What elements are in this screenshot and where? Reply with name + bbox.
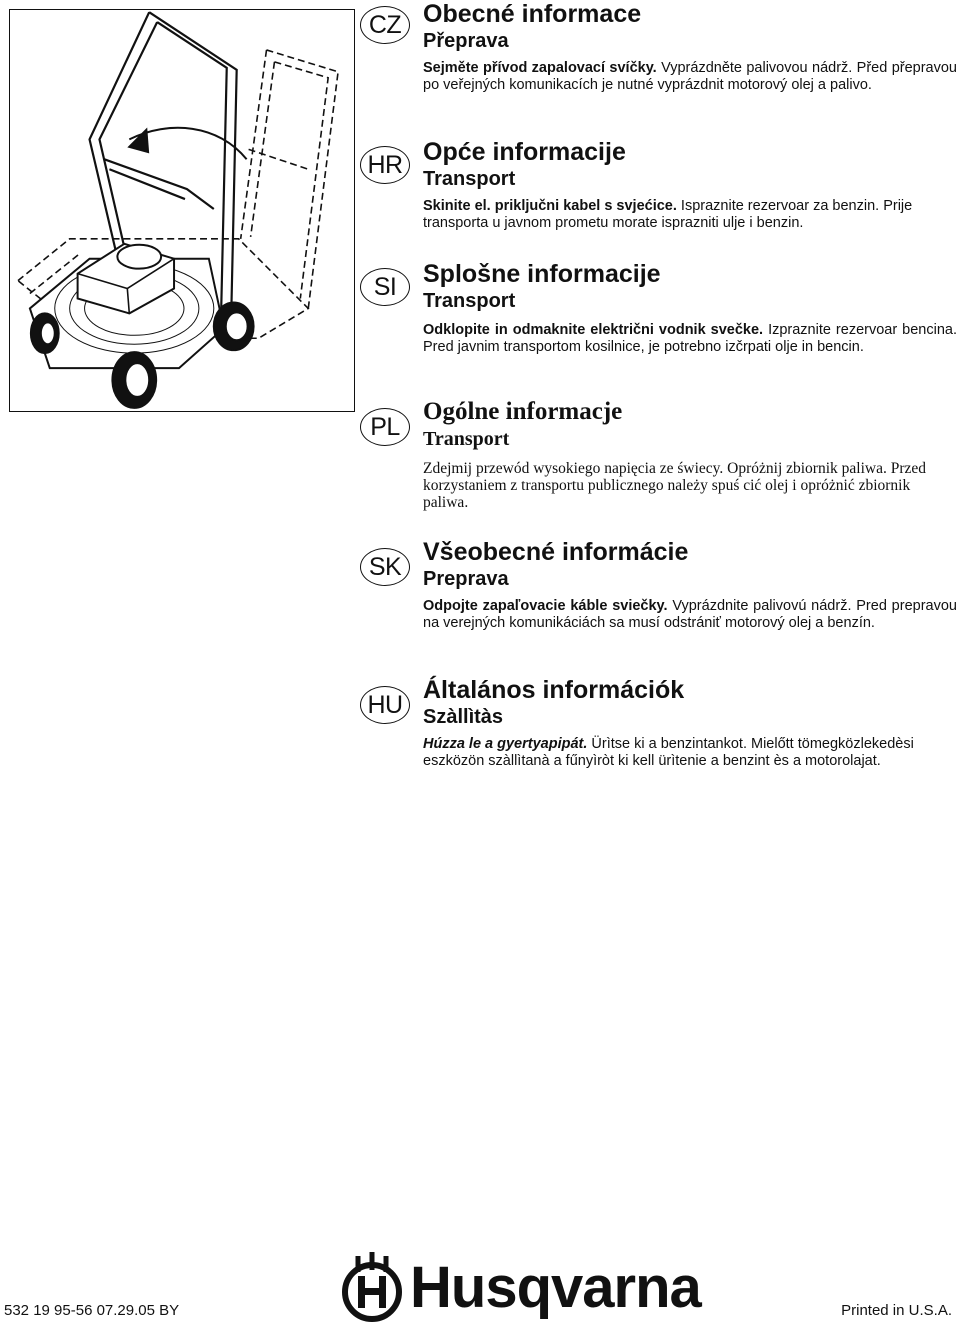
section-subtitle: Přeprava [423, 30, 509, 52]
section-title: Obecné informace [423, 0, 642, 28]
bold-instruction: Odpojte zapaľovacie káble sviečky. [423, 598, 668, 614]
section-subtitle: Transport [423, 168, 516, 190]
section-subtitle: Transport [423, 428, 510, 450]
section-text [423, 198, 957, 232]
bold-instruction: Húzza le a gyertyapipát. [423, 736, 588, 752]
language-badge: CZ [360, 6, 410, 44]
section-text [423, 736, 957, 770]
printed-in: Printed in U.S.A. [841, 1302, 952, 1319]
instruction-text: Ispraznite rezervoar za benzin. Prije transporta u javnom prometu morate isprazniti ulje i benzin. [423, 198, 913, 231]
section-subtitle: Transport [423, 290, 516, 312]
bold-instruction: Sejměte přívod zapalovací svíčky. [423, 60, 657, 76]
instruction-text: Vyprázdnite palivovú nádrž. Pred prepravou na verejných komunikáciách sa musí odstrániť motorový olej a benzín. [423, 598, 957, 631]
brand-name: Husqvarna [410, 1255, 701, 1320]
mower-illustration [9, 9, 355, 412]
language-badge: SI [360, 268, 410, 306]
section-title: Opće informacije [423, 138, 626, 166]
language-badge: HR [360, 146, 410, 184]
section-subtitle: Preprava [423, 568, 509, 590]
section-text [423, 598, 957, 632]
instruction-text: Zdejmij przewód wysokiego napięcia ze świecy. Opróżnij zbiornik paliwa. Przed korzystaniem z transportu publicznego należy spuś cić olej i opróżnić zbiornik paliwa. [423, 460, 927, 511]
instruction-text: Izpraznite rezervoar bencina. Pred javnim transportom kosilnice, je potrebno izčrpati olje in bencin. [423, 322, 957, 355]
language-badge: PL [360, 408, 410, 446]
section-title: Všeobecné informácie [423, 538, 689, 566]
instruction-text: Ürìtse ki a benzintankot. Mielőtt tömegközlekedèsi eszközön szàllìtanà a fűnyìròt ki kell ürìtenie a benzint ès a motorolajat. [423, 736, 914, 769]
lawn-mower-icon [10, 10, 354, 411]
section-subtitle: Szàllìtàs [423, 706, 504, 728]
bold-instruction: Odklopite in odmaknite električni vodnik svečke. [423, 322, 764, 338]
bold-instruction: Skinite el. priključni kabel s svjećice. [423, 198, 677, 214]
part-number: 532 19 95-56 07.29.05 BY [4, 1302, 180, 1319]
language-badge: SK [360, 548, 410, 586]
section-text [423, 460, 957, 511]
language-badge: HU [360, 686, 410, 724]
brand-logo [338, 1252, 701, 1324]
section-title: Ogólne informacje [423, 398, 623, 425]
section-title: Általános információk [423, 676, 685, 704]
section-text [423, 60, 957, 94]
instruction-text: Vyprázdněte palivovou nádrž. Před přepravou po veřejných komunikacích je nutné vyprázdnit motorový olej a palivo. [423, 60, 957, 93]
section-title: Splošne informacije [423, 260, 661, 288]
husqvarna-crown-icon [338, 1252, 406, 1324]
section-text [423, 322, 957, 356]
